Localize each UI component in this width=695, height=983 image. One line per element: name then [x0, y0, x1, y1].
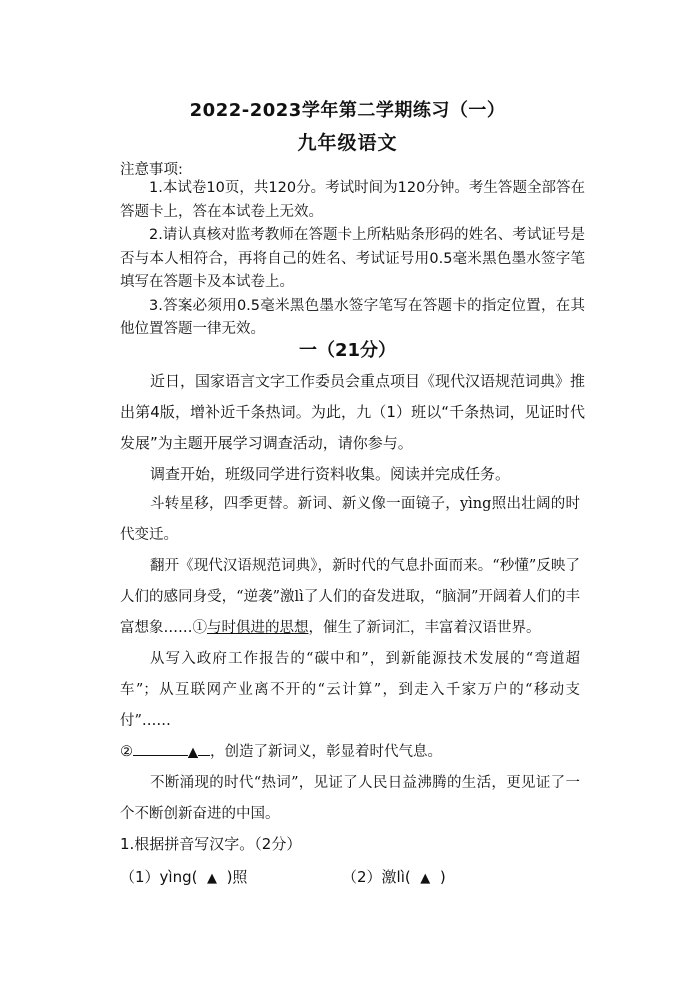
fill-blank-line — [133, 741, 188, 756]
question-1-item-1 — [120, 866, 247, 887]
notice-list — [120, 177, 585, 342]
reading-paragraph-3: 从写入政府工作报告的“碳中和”，到新能源技术发展的“弯道超车”；从互联网产业离不开的“云计算”，到走入千家万户的“移动支付”…… — [120, 651, 580, 729]
marker-2: ② — [120, 744, 133, 760]
fill-blank-line-end — [198, 741, 210, 756]
section-heading: 一（21分） — [298, 340, 397, 361]
question-1-stem: 1.根据拼音写汉字。（2分） — [120, 835, 302, 853]
item2-prefix: （2）激lì( — [342, 868, 411, 886]
item1-suffix: )照 — [226, 868, 248, 886]
intro-paragraph-2: 调查开始，班级同学进行资料收集。阅读并完成任务。 — [150, 465, 511, 483]
reading-p4-tail: ，创造了新词义，彰显着时代气息。 — [210, 744, 442, 760]
notice-item-1: 1.本试卷10页，共120分。考试时间为120分钟。考生答题全部答在答题卡上，答在本试卷上无效。 — [120, 180, 585, 220]
question-1-item-2 — [342, 866, 446, 887]
exam-subtitle: 九年级语文 — [297, 132, 398, 154]
reading-passage — [120, 489, 580, 830]
item2-suffix: ) — [439, 868, 446, 886]
answer-triangle-icon: ▲ — [420, 871, 431, 886]
reading-paragraph-4 — [120, 737, 580, 768]
reading-paragraph-2 — [120, 551, 580, 644]
notice-heading: 注意事项: — [120, 162, 183, 178]
reading-paragraph-1: 斗转星移，四季更替。新词、新义像一面镜子，yìng照出壮阔的时代变迁。 — [120, 496, 580, 543]
exam-title: 2022-2023学年第二学期练习（一） — [189, 100, 506, 121]
answer-triangle-icon: ▲ — [207, 871, 218, 886]
underlined-phrase: 与时俱进的思想 — [207, 620, 309, 636]
intro-text — [120, 366, 585, 490]
intro-paragraph-1: 近日，国家语言文字工作委员会重点项目《现代汉语规范词典》推出第4版，增补近千条热词。为此，九（1）班以“千条热词，见证时代发展”为主题开展学习调查活动，请你参与。 — [120, 372, 586, 452]
notice-item-2: 2.请认真核对监考教师在答题卡上所粘贴条形码的姓名、考试证号是否与本人相符合，再将自己的姓名、考试证号用0.5毫米黑色墨水签字笔填写在答题卡及本试卷上。 — [120, 227, 585, 290]
reading-paragraph-5: 不断涌现的时代“热词”，见证了人民日益沸腾的生活，更见证了一个不断创新奋进的中国。 — [120, 775, 580, 822]
notice-item-3: 3.答案必须用0.5毫米黑色墨水签字笔写在答题卡的指定位置，在其他位置答题一律无效。 — [120, 297, 585, 337]
answer-triangle-icon: ▲ — [188, 745, 198, 760]
item1-prefix: （1）yìng( — [120, 868, 198, 886]
question-1-items — [120, 866, 585, 887]
reading-p2-text: 翻开《现代汉语规范词典》，新时代的气息扑面而来。“秒懂”反映了人们的感同身受，“逆袭”激lì了人们的奋发进取，“脑洞”开阔着人们的丰富想象…… — [120, 558, 580, 636]
marker-1: ① — [192, 620, 207, 636]
reading-p2-tail: ，催生了新词汇，丰富着汉语世界。 — [308, 620, 541, 636]
